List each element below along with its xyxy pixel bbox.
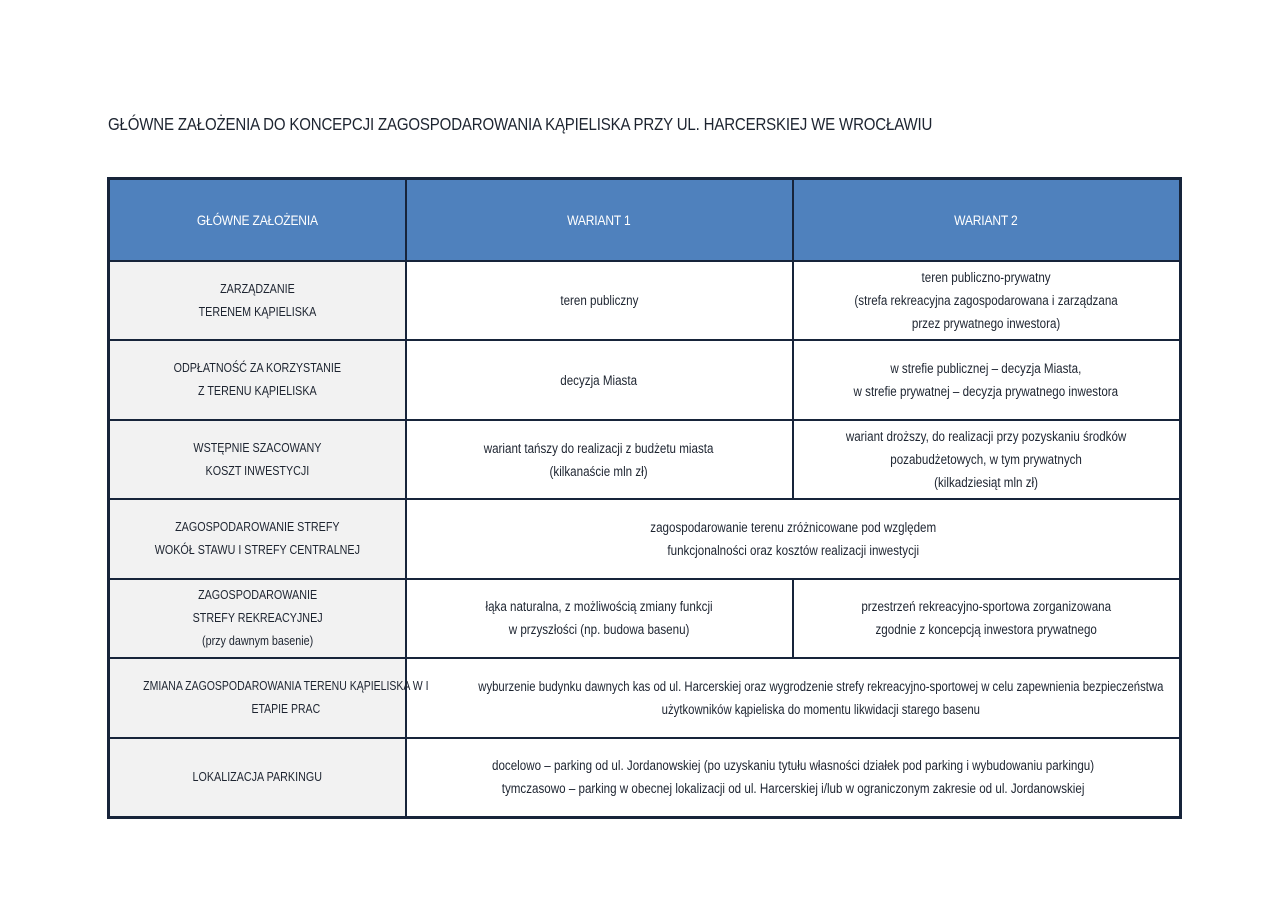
row-label: WSTĘPNIE SZACOWANY KOSZT INWESTYCJI <box>109 420 406 499</box>
variant-2-cell: przestrzeń rekreacyjno-sportowa zorganizowana zgodnie z koncepcją inwestora prywatnego <box>793 579 1181 658</box>
row-label: ZAGOSPODAROWANIE STREFY WOKÓŁ STAWU I STREFY CENTRALNEJ <box>109 499 406 578</box>
document-title: GŁÓWNE ZAŁOŻENIA DO KONCEPCJI ZAGOSPODAROWANIA KĄPIELISKA PRZY UL. HARCERSKIEJ WE WROCŁAWIU <box>108 114 933 134</box>
header-variant-2: WARIANT 2 <box>793 179 1181 262</box>
table-row <box>109 261 1181 340</box>
variant-2-cell: w strefie publicznej – decyzja Miasta, w strefie prywatnej – decyzja prywatnego inwestora <box>793 340 1181 419</box>
both-variants-cell: docelowo – parking od ul. Jordanowskiej (po uzyskaniu tytułu własności działek pod parking i wybudowaniu parkingu) tymczasowo – parking w obecnej lokalizacji od ul. Harcerskiej i/lub w ograniczonym zakresie od ul. Jordanowskiej <box>406 738 1181 818</box>
row-label: ZMIANA ZAGOSPODAROWANIA TERENU KĄPIELISKA W I ETAPIE PRAC <box>109 658 406 737</box>
table-row <box>109 658 1181 737</box>
variant-2-cell: teren publiczno-prywatny (strefa rekreacyjna zagospodarowana i zarządzana przez prywatnego inwestora) <box>793 261 1181 340</box>
variant-1-cell: teren publiczny <box>406 261 793 340</box>
row-label: ZARZĄDZANIE TERENEM KĄPIELISKA <box>109 261 406 340</box>
row-label: ZAGOSPODAROWANIE STREFY REKREACYJNEJ (przy dawnym basenie) <box>109 579 406 658</box>
variant-1-cell: łąka naturalna, z możliwością zmiany funkcji w przyszłości (np. budowa basenu) <box>406 579 793 658</box>
assumptions-table <box>107 177 1182 819</box>
table-row <box>109 738 1181 818</box>
header-variant-1: WARIANT 1 <box>406 179 793 262</box>
header-main-assumptions: GŁÓWNE ZAŁOŻENIA <box>109 179 406 262</box>
variant-2-cell: wariant droższy, do realizacji przy pozyskaniu środków pozabudżetowych, w tym prywatnych (kilkadziesiąt mln zł) <box>793 420 1181 499</box>
variant-1-cell: wariant tańszy do realizacji z budżetu miasta (kilkanaście mln zł) <box>406 420 793 499</box>
both-variants-cell: wyburzenie budynku dawnych kas od ul. Harcerskiej oraz wygrodzenie strefy rekreacyjno-sportowej w celu zapewnienia bezpieczeństwa użytkowników kąpieliska do momentu likwidacji starego basenu <box>406 658 1181 737</box>
row-label: ODPŁATNOŚĆ ZA KORZYSTANIE Z TERENU KĄPIELISKA <box>109 340 406 419</box>
table-row <box>109 499 1181 578</box>
row-label: LOKALIZACJA PARKINGU <box>109 738 406 818</box>
table-row <box>109 579 1181 658</box>
table-row <box>109 420 1181 499</box>
both-variants-cell: zagospodarowanie terenu zróżnicowane pod względem funkcjonalności oraz kosztów realizacji inwestycji <box>406 499 1181 578</box>
table-row <box>109 340 1181 419</box>
variant-1-cell: decyzja Miasta <box>406 340 793 419</box>
table-header-row <box>109 179 1181 262</box>
assumptions-table-container <box>107 177 1182 819</box>
